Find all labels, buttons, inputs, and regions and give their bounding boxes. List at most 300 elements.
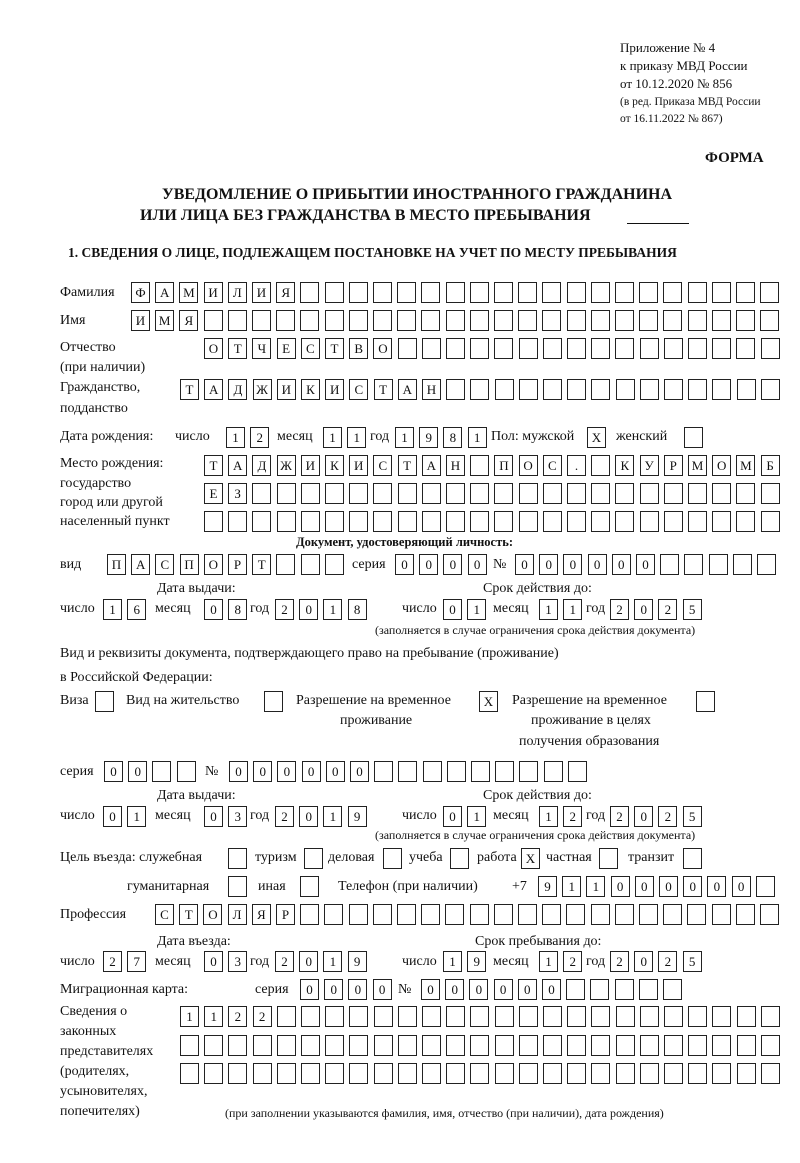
char-box[interactable] (421, 310, 440, 331)
char-box[interactable] (543, 1035, 562, 1056)
char-box[interactable] (300, 310, 319, 331)
char-box[interactable]: О (519, 455, 538, 476)
char-box[interactable]: У (640, 455, 659, 476)
checkbox-cell[interactable] (450, 848, 469, 869)
char-box[interactable]: 1 (539, 599, 558, 620)
char-box[interactable] (615, 282, 634, 303)
char-box[interactable] (688, 1063, 707, 1084)
char-box[interactable] (640, 379, 659, 400)
char-box[interactable] (277, 483, 296, 504)
char-box[interactable] (397, 310, 416, 331)
char-box[interactable] (349, 483, 368, 504)
char-box[interactable] (276, 310, 295, 331)
dob-year-field[interactable] (395, 427, 492, 448)
char-box[interactable] (470, 338, 489, 359)
char-box[interactable] (446, 511, 465, 532)
char-box[interactable] (712, 338, 731, 359)
char-box[interactable] (301, 511, 320, 532)
char-box[interactable]: П (107, 554, 126, 575)
char-box[interactable] (152, 761, 171, 782)
char-box[interactable]: 0 (469, 979, 488, 1000)
char-box[interactable]: 0 (324, 979, 343, 1000)
char-box[interactable] (736, 282, 755, 303)
char-box[interactable]: 0 (588, 554, 607, 575)
char-box[interactable]: 2 (658, 951, 677, 972)
name-field[interactable] (131, 310, 784, 331)
char-box[interactable] (737, 1006, 756, 1027)
char-box[interactable]: В (349, 338, 368, 359)
char-box[interactable] (757, 554, 776, 575)
char-box[interactable] (252, 511, 271, 532)
rd-series-field[interactable] (104, 761, 201, 782)
char-box[interactable]: 1 (562, 876, 581, 897)
char-box[interactable]: 0 (611, 876, 630, 897)
char-box[interactable]: 1 (467, 599, 486, 620)
char-box[interactable]: Т (180, 379, 199, 400)
id-valid-month-field[interactable] (539, 599, 587, 620)
char-box[interactable]: 3 (228, 806, 247, 827)
char-box[interactable]: 0 (445, 979, 464, 1000)
char-box[interactable]: Ф (131, 282, 150, 303)
char-box[interactable]: Т (398, 455, 417, 476)
char-box[interactable]: 0 (299, 806, 318, 827)
visa-checkbox[interactable] (95, 691, 119, 712)
char-box[interactable] (640, 338, 659, 359)
char-box[interactable]: А (422, 455, 441, 476)
char-box[interactable] (616, 1035, 635, 1056)
char-box[interactable] (709, 554, 728, 575)
purpose-other-checkbox[interactable] (300, 876, 324, 897)
char-box[interactable] (374, 761, 393, 782)
char-box[interactable] (494, 511, 513, 532)
char-box[interactable]: 0 (419, 554, 438, 575)
patronymic-field[interactable] (204, 338, 785, 359)
entry-year-field[interactable] (275, 951, 372, 972)
char-box[interactable] (688, 483, 707, 504)
char-box[interactable] (374, 1063, 393, 1084)
char-box[interactable] (760, 282, 779, 303)
char-box[interactable]: 1 (586, 876, 605, 897)
char-box[interactable]: 1 (443, 951, 462, 972)
char-box[interactable]: 2 (610, 599, 629, 620)
char-box[interactable]: 1 (539, 951, 558, 972)
birthplace-field-3[interactable] (204, 511, 785, 532)
char-box[interactable] (615, 979, 634, 1000)
char-box[interactable]: С (155, 554, 174, 575)
char-box[interactable]: 0 (683, 876, 702, 897)
char-box[interactable] (664, 1006, 683, 1027)
char-box[interactable]: 5 (683, 599, 702, 620)
char-box[interactable]: М (179, 282, 198, 303)
char-box[interactable] (591, 904, 610, 925)
checkbox-cell[interactable]: X (479, 691, 498, 712)
char-box[interactable]: Т (252, 554, 271, 575)
char-box[interactable] (325, 483, 344, 504)
char-box[interactable] (446, 310, 465, 331)
char-box[interactable] (761, 1063, 780, 1084)
char-box[interactable] (446, 1035, 465, 1056)
residence-checkbox[interactable] (264, 691, 288, 712)
char-box[interactable] (591, 310, 610, 331)
char-box[interactable] (688, 1035, 707, 1056)
char-box[interactable]: 2 (275, 806, 294, 827)
purpose-business-checkbox[interactable] (383, 848, 407, 869)
char-box[interactable] (761, 511, 780, 532)
char-box[interactable]: К (301, 379, 320, 400)
char-box[interactable] (688, 1006, 707, 1027)
char-box[interactable]: Н (422, 379, 441, 400)
char-box[interactable]: 0 (659, 876, 678, 897)
char-box[interactable] (373, 904, 392, 925)
char-box[interactable] (712, 282, 731, 303)
char-box[interactable] (543, 338, 562, 359)
stay-day-field[interactable] (443, 951, 491, 972)
char-box[interactable] (591, 511, 610, 532)
sex-male-checkbox[interactable] (587, 427, 611, 448)
char-box[interactable] (422, 338, 441, 359)
char-box[interactable]: Т (228, 338, 247, 359)
char-box[interactable]: 2 (250, 427, 269, 448)
phone-field[interactable] (538, 876, 780, 897)
char-box[interactable]: Р (664, 455, 683, 476)
char-box[interactable]: И (131, 310, 150, 331)
char-box[interactable]: 2 (228, 1006, 247, 1027)
char-box[interactable] (640, 1063, 659, 1084)
char-box[interactable] (494, 904, 513, 925)
char-box[interactable] (519, 338, 538, 359)
char-box[interactable] (590, 979, 609, 1000)
char-box[interactable] (712, 379, 731, 400)
char-box[interactable] (398, 511, 417, 532)
char-box[interactable] (736, 483, 755, 504)
char-box[interactable] (204, 511, 223, 532)
char-box[interactable] (422, 483, 441, 504)
char-box[interactable]: 2 (103, 951, 122, 972)
char-box[interactable] (301, 1006, 320, 1027)
sex-female-checkbox[interactable] (684, 427, 708, 448)
char-box[interactable] (494, 310, 513, 331)
char-box[interactable] (349, 1006, 368, 1027)
char-box[interactable]: С (373, 455, 392, 476)
char-box[interactable] (663, 979, 682, 1000)
trp-checkbox[interactable] (479, 691, 503, 712)
char-box[interactable]: М (688, 455, 707, 476)
char-box[interactable] (616, 1006, 635, 1027)
char-box[interactable] (324, 904, 343, 925)
char-box[interactable]: Е (204, 483, 223, 504)
char-box[interactable] (494, 282, 513, 303)
char-box[interactable] (736, 904, 755, 925)
checkbox-cell[interactable] (683, 848, 702, 869)
checkbox-cell[interactable] (228, 848, 247, 869)
char-box[interactable]: 0 (494, 979, 513, 1000)
char-box[interactable] (519, 761, 538, 782)
char-box[interactable] (761, 1035, 780, 1056)
char-box[interactable]: И (204, 282, 223, 303)
stay-year-field[interactable] (610, 951, 707, 972)
char-box[interactable] (542, 282, 561, 303)
char-box[interactable]: 1 (226, 427, 245, 448)
rd-issue-day-field[interactable] (103, 806, 151, 827)
purpose-official-checkbox[interactable] (228, 848, 252, 869)
char-box[interactable] (349, 310, 368, 331)
char-box[interactable]: С (543, 455, 562, 476)
char-box[interactable]: 5 (683, 806, 702, 827)
char-box[interactable]: 2 (658, 599, 677, 620)
char-box[interactable]: А (131, 554, 150, 575)
char-box[interactable]: Е (277, 338, 296, 359)
purpose-work-checkbox[interactable] (521, 848, 545, 869)
char-box[interactable]: 0 (636, 554, 655, 575)
char-box[interactable] (398, 338, 417, 359)
char-box[interactable] (615, 338, 634, 359)
char-box[interactable]: К (325, 455, 344, 476)
char-box[interactable] (349, 1063, 368, 1084)
id-issue-month-field[interactable] (204, 599, 252, 620)
char-box[interactable] (204, 1063, 223, 1084)
char-box[interactable] (591, 1035, 610, 1056)
char-box[interactable] (688, 338, 707, 359)
char-box[interactable] (446, 379, 465, 400)
char-box[interactable]: С (155, 904, 174, 925)
char-box[interactable] (471, 761, 490, 782)
char-box[interactable] (277, 1006, 296, 1027)
char-box[interactable]: 0 (518, 979, 537, 1000)
char-box[interactable] (543, 483, 562, 504)
checkbox-cell[interactable] (228, 876, 247, 897)
checkbox-cell[interactable] (599, 848, 618, 869)
char-box[interactable]: Д (228, 379, 247, 400)
char-box[interactable] (737, 1035, 756, 1056)
char-box[interactable] (228, 310, 247, 331)
char-box[interactable] (325, 310, 344, 331)
char-box[interactable] (567, 379, 586, 400)
dob-month-field[interactable] (323, 427, 371, 448)
char-box[interactable]: 0 (326, 761, 345, 782)
char-box[interactable] (398, 1006, 417, 1027)
char-box[interactable] (177, 761, 196, 782)
char-box[interactable] (663, 904, 682, 925)
char-box[interactable] (470, 1006, 489, 1027)
reps-field-2[interactable] (180, 1035, 785, 1056)
char-box[interactable] (591, 1006, 610, 1027)
char-box[interactable]: 0 (443, 554, 462, 575)
char-box[interactable] (495, 761, 514, 782)
char-box[interactable]: 0 (635, 876, 654, 897)
char-box[interactable] (518, 310, 537, 331)
char-box[interactable] (640, 511, 659, 532)
char-box[interactable]: И (325, 379, 344, 400)
char-box[interactable] (349, 511, 368, 532)
char-box[interactable]: О (204, 338, 223, 359)
rd-issue-year-field[interactable] (275, 806, 372, 827)
citizenship-field[interactable] (180, 379, 785, 400)
char-box[interactable] (180, 1035, 199, 1056)
char-box[interactable]: Л (228, 282, 247, 303)
char-box[interactable] (544, 761, 563, 782)
char-box[interactable] (228, 1035, 247, 1056)
char-box[interactable] (301, 1035, 320, 1056)
char-box[interactable]: Я (179, 310, 198, 331)
char-box[interactable]: М (155, 310, 174, 331)
mc-number-field[interactable] (421, 979, 687, 1000)
purpose-study-checkbox[interactable] (450, 848, 474, 869)
char-box[interactable] (664, 1035, 683, 1056)
char-box[interactable] (180, 1063, 199, 1084)
char-box[interactable] (204, 1035, 223, 1056)
rd-number-field[interactable] (229, 761, 592, 782)
checkbox-cell[interactable] (383, 848, 402, 869)
char-box[interactable]: 2 (253, 1006, 272, 1027)
char-box[interactable] (398, 1035, 417, 1056)
char-box[interactable] (663, 282, 682, 303)
entry-month-field[interactable] (204, 951, 252, 972)
char-box[interactable] (761, 379, 780, 400)
char-box[interactable]: П (494, 455, 513, 476)
char-box[interactable] (470, 483, 489, 504)
char-box[interactable]: А (155, 282, 174, 303)
char-box[interactable] (688, 282, 707, 303)
purpose-humanitarian-checkbox[interactable] (228, 876, 252, 897)
char-box[interactable]: А (228, 455, 247, 476)
char-box[interactable] (737, 379, 756, 400)
checkbox-cell[interactable] (95, 691, 114, 712)
char-box[interactable]: 0 (539, 554, 558, 575)
char-box[interactable] (325, 511, 344, 532)
char-box[interactable] (446, 483, 465, 504)
char-box[interactable]: 7 (127, 951, 146, 972)
char-box[interactable] (640, 1035, 659, 1056)
char-box[interactable]: И (252, 282, 271, 303)
char-box[interactable] (495, 1006, 514, 1027)
checkbox-cell[interactable] (696, 691, 715, 712)
char-box[interactable]: 0 (634, 806, 653, 827)
char-box[interactable]: П (180, 554, 199, 575)
char-box[interactable] (470, 511, 489, 532)
char-box[interactable] (712, 1006, 731, 1027)
id-issue-year-field[interactable] (275, 599, 372, 620)
char-box[interactable]: 1 (204, 1006, 223, 1027)
char-box[interactable] (616, 379, 635, 400)
id-series-field[interactable] (395, 554, 492, 575)
char-box[interactable] (591, 455, 610, 476)
char-box[interactable] (373, 310, 392, 331)
char-box[interactable]: 0 (204, 951, 223, 972)
char-box[interactable]: 0 (104, 761, 123, 782)
char-box[interactable] (664, 338, 683, 359)
id-valid-year-field[interactable] (610, 599, 707, 620)
char-box[interactable] (276, 554, 295, 575)
char-box[interactable] (447, 761, 466, 782)
char-box[interactable] (470, 1063, 489, 1084)
char-box[interactable] (760, 904, 779, 925)
char-box[interactable]: З (228, 483, 247, 504)
checkbox-cell[interactable] (304, 848, 323, 869)
purpose-tourism-checkbox[interactable] (304, 848, 328, 869)
char-box[interactable] (373, 282, 392, 303)
char-box[interactable] (349, 904, 368, 925)
char-box[interactable]: А (204, 379, 223, 400)
char-box[interactable] (519, 1006, 538, 1027)
char-box[interactable]: 1 (395, 427, 414, 448)
purpose-private-checkbox[interactable] (599, 848, 623, 869)
char-box[interactable]: Ч (252, 338, 271, 359)
char-box[interactable] (688, 511, 707, 532)
char-box[interactable] (639, 979, 658, 1000)
char-box[interactable]: 0 (707, 876, 726, 897)
char-box[interactable]: 1 (539, 806, 558, 827)
char-box[interactable] (519, 483, 538, 504)
char-box[interactable] (712, 904, 731, 925)
dob-day-field[interactable] (226, 427, 274, 448)
char-box[interactable]: 0 (128, 761, 147, 782)
char-box[interactable] (277, 511, 296, 532)
char-box[interactable] (494, 483, 513, 504)
char-box[interactable] (567, 1035, 586, 1056)
rd-issue-month-field[interactable] (204, 806, 252, 827)
char-box[interactable]: 9 (467, 951, 486, 972)
char-box[interactable] (446, 1006, 465, 1027)
char-box[interactable] (518, 904, 537, 925)
char-box[interactable] (349, 1035, 368, 1056)
char-box[interactable]: Я (252, 904, 271, 925)
char-box[interactable] (253, 1063, 272, 1084)
char-box[interactable] (664, 511, 683, 532)
char-box[interactable] (660, 554, 679, 575)
char-box[interactable] (470, 904, 489, 925)
char-box[interactable] (470, 282, 489, 303)
char-box[interactable]: 1 (563, 599, 582, 620)
char-box[interactable]: 0 (443, 806, 462, 827)
char-box[interactable] (423, 761, 442, 782)
char-box[interactable]: 0 (563, 554, 582, 575)
char-box[interactable] (639, 904, 658, 925)
char-box[interactable] (567, 511, 586, 532)
char-box[interactable]: 0 (612, 554, 631, 575)
char-box[interactable]: 8 (228, 599, 247, 620)
char-box[interactable] (543, 1063, 562, 1084)
char-box[interactable]: 0 (421, 979, 440, 1000)
char-box[interactable] (591, 282, 610, 303)
rd-valid-year-field[interactable] (610, 806, 707, 827)
char-box[interactable]: 1 (347, 427, 366, 448)
char-box[interactable]: Т (325, 338, 344, 359)
char-box[interactable]: 0 (103, 806, 122, 827)
char-box[interactable] (687, 904, 706, 925)
char-box[interactable] (446, 1063, 465, 1084)
char-box[interactable] (397, 904, 416, 925)
char-box[interactable] (470, 310, 489, 331)
char-box[interactable]: 3 (228, 951, 247, 972)
char-box[interactable] (688, 379, 707, 400)
char-box[interactable]: 0 (468, 554, 487, 575)
id-valid-day-field[interactable] (443, 599, 491, 620)
char-box[interactable] (639, 310, 658, 331)
char-box[interactable]: Н (446, 455, 465, 476)
char-box[interactable] (616, 1063, 635, 1084)
char-box[interactable] (640, 1006, 659, 1027)
char-box[interactable] (591, 338, 610, 359)
char-box[interactable]: К (615, 455, 634, 476)
char-box[interactable] (542, 310, 561, 331)
trp-edu-checkbox[interactable] (696, 691, 720, 712)
char-box[interactable] (736, 310, 755, 331)
char-box[interactable] (761, 338, 780, 359)
char-box[interactable] (300, 904, 319, 925)
char-box[interactable]: 1 (103, 599, 122, 620)
char-box[interactable]: 8 (348, 599, 367, 620)
char-box[interactable] (688, 310, 707, 331)
